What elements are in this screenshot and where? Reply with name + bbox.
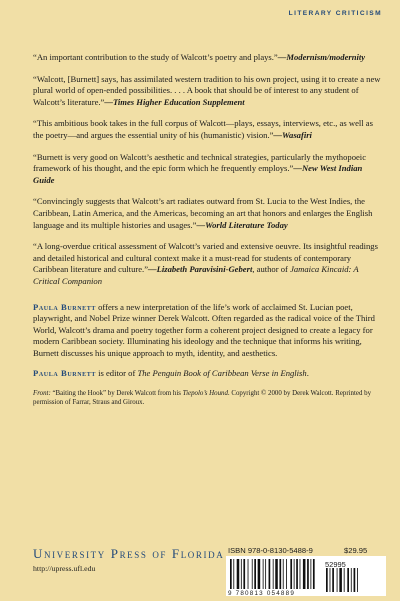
author-name: Paula Burnett (33, 301, 96, 312)
quote-source: —World Literature Today (196, 219, 288, 230)
isbn: ISBN 978-0-8130-5488-9 (228, 546, 313, 555)
quote-source-work: Jamaica Kincaid: A Critical Companion (33, 264, 359, 286)
author-name: Paula Burnett (33, 368, 96, 379)
barcode-addon-bar (347, 568, 349, 592)
barcode-bar (294, 559, 295, 589)
quote-source: —Wasafiri (273, 129, 312, 140)
barcode-bar (263, 559, 264, 589)
quote-source: —Modernism/modernity (277, 52, 366, 62)
back-cover-content (33, 52, 383, 415)
barcode-bar (290, 559, 292, 589)
review-quote: “A long-overdue critical assessment of Walcott’s varied and extensive oeuvre. Its insightful readings and detailed historical and cultural context make it a must-read for students of contemporary Caribbean literature and culture.”—Lizabeth Paravisini-Gebert, author of Jamaica Kincaid: A Critical Companion (33, 241, 378, 286)
barcode-bar (258, 559, 261, 589)
barcode-addon-bar (326, 568, 328, 592)
barcode-addon-bar (337, 568, 338, 592)
barcode-bar (313, 559, 315, 589)
barcode-bar (265, 559, 266, 589)
barcode-addon-bar (332, 568, 334, 592)
barcode-bar (241, 559, 242, 589)
edited-book-title: The Penguin Book of Caribbean Verse in English (137, 368, 307, 379)
publisher-url: http://upress.ufl.edu (33, 564, 96, 573)
quote-source: —New West Indian Guide (33, 163, 363, 185)
review-quote: “An important contribution to the study of Walcott’s poetry and plays.”—Modernism/modernity (33, 52, 366, 62)
barcode-addon-bar (344, 568, 345, 592)
barcode-bar (283, 559, 284, 589)
barcode-bar (286, 559, 287, 589)
barcode-bar (243, 559, 245, 589)
review-quote: “Burnett is very good on Walcott’s aesthetic and technical strategies, particularly the mythopoeic framework of his thought, and the epic form which he frequently employs.”—New West Indian Guide (33, 151, 367, 185)
barcode-bar (296, 559, 298, 589)
barcode-addon-bar (339, 568, 342, 592)
publisher-name: University Press of Florida (33, 546, 225, 561)
barcode-bar (248, 559, 249, 589)
review-quote: “This ambitious book takes in the full corpus of Walcott—plays, essays, interviews, etc., as well as the poetry—and argues the essential unity of his (humanistic) vision.”—Wasafiri (33, 118, 373, 140)
price: $29.95 (344, 546, 368, 555)
quote-source: —Times Higher Education Supplement (104, 96, 245, 107)
barcode-addon-bar (351, 568, 352, 592)
barcode-addon-bar (354, 568, 356, 592)
review-quote: “Walcott, [Burnett] says, has assimilated western tradition to his own project, using it to create a new plural world of open-ended possibilities. . . . A book that should be of interest to any student of Walcott’s literature.”—Times Higher Education Supplement (33, 73, 381, 107)
author-bio-editor: Paula Burnett is editor of The Penguin Book of Caribbean Verse in English. (33, 368, 309, 379)
barcode-addon-bar (330, 568, 331, 592)
barcode-bar (307, 559, 309, 589)
barcode-bar (300, 559, 301, 589)
cover-credit: Front: “Baiting the Hook” by Derek Walcott from his Tiepolo’s Hound. Copyright © 2000 by Derek Walcott. Reprinted by permission of Farrar, Straus and Giroux. (33, 390, 372, 407)
barcode-bar (275, 559, 278, 589)
poem-book-title: Tiepolo’s Hound (182, 390, 228, 398)
quote-source: —Lizabeth Paravisini-Gebert (148, 264, 253, 275)
barcode-bar (279, 559, 281, 589)
barcode-bar (237, 559, 240, 589)
barcode-addon: 52995 (325, 560, 346, 569)
barcode-number: 9 780813 054889 (228, 590, 296, 597)
barcode-bar (303, 559, 306, 589)
review-quote: “Convincingly suggests that Walcott’s art radiates outward from St. Lucia to the West Indies, the Caribbean, Latin America, and the Americas, becoming an art that honors and enlarges the English language and its multiple histories and usages.”—World Literature Today (33, 196, 373, 230)
barcode-addon-bar (357, 568, 358, 592)
barcode-bar (233, 559, 234, 589)
barcode-bar (254, 559, 256, 589)
barcode-bar (273, 559, 274, 589)
author-bio: Paula Burnett offers a new interpretation of the life’s work of acclaimed St. Lucian poet, playwright, and Nobel Prize winner Derek Walcott. Often regarded as the radical voice of the Third World, Walcott’s drama and poetry together form a coherent project designed to create a legacy for modern Caribbean society. Illuminating his ideology and the technique that informs his writing, Burnett discusses his unique approach to myth, identity, and aesthetics. (33, 301, 375, 358)
barcode-bar (310, 559, 311, 589)
barcode-bar (252, 559, 253, 589)
barcode-bar (269, 559, 271, 589)
barcode-bar (230, 559, 232, 589)
category-label: LITERARY CRITICISM (288, 10, 382, 17)
